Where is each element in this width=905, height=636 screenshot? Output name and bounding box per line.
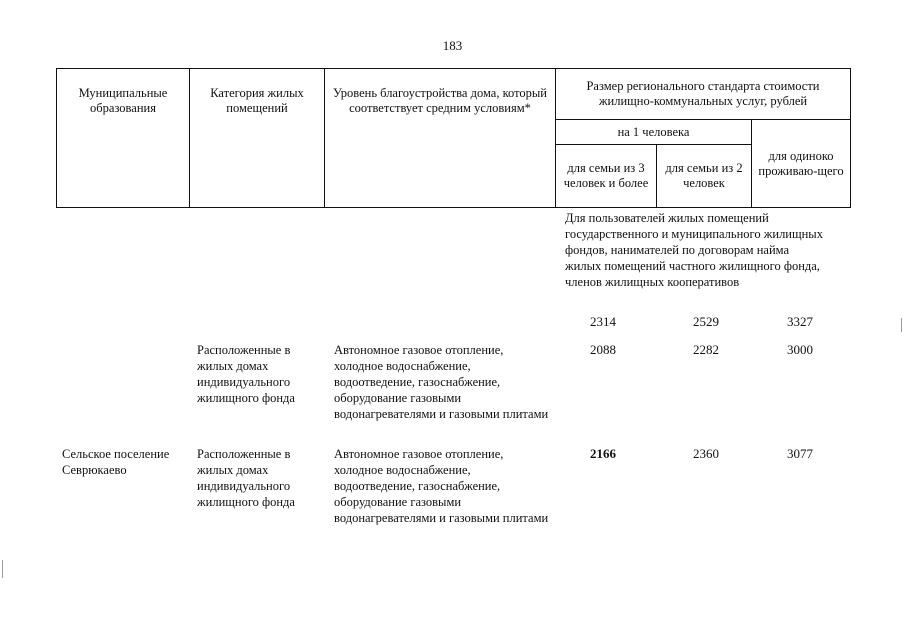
page-number: 183 (442, 38, 463, 53)
row-value-family-3: 2088 (590, 342, 616, 357)
header-single: для одиноко проживаю-щего (752, 120, 851, 208)
intro-value-family-2: 2529 (693, 314, 719, 329)
header-per-person: на 1 человека (556, 120, 752, 145)
row-value-single: 3077 (787, 446, 813, 461)
row-category: Расположенные в жилых домах индивидуального жилищного фонда (197, 447, 295, 509)
header-comfort-level: Уровень благоустройства дома, который соответствует средним условиям* (325, 69, 556, 208)
row-comfort: Автономное газовое отопление, холодное водоснабжение, водоотведение, газоснабжение, оборудование газовыми водонагревателями и газовыми плитами (334, 343, 549, 421)
header-category: Категория жилых помещений (190, 69, 325, 208)
scan-artifact (2, 560, 3, 578)
header-municipality: Муниципальные образования (57, 69, 190, 208)
intro-value-family-3: 2314 (590, 314, 616, 329)
table-header (56, 68, 851, 208)
row-value-family-3: 2166 (590, 446, 616, 461)
header-standard-size: Размер регионального стандарта стоимости жилищно-коммунальных услуг, рублей (556, 69, 851, 120)
header-family-2: для семьи из 2 человек (657, 145, 752, 208)
row-category: Расположенные в жилых домах индивидуального жилищного фонда (197, 343, 295, 405)
intro-note: Для пользователей жилых помещений государственного и муниципального жилищных фондов, нанимателей по договорам найма жилых помещений частного жилищного фонда, членов жилищных кооперативов (565, 211, 823, 289)
row-value-family-2: 2360 (693, 446, 719, 461)
row-value-family-2: 2282 (693, 342, 719, 357)
header-family-3-plus: для семьи из 3 человек и более (556, 145, 657, 208)
intro-value-single: 3327 (787, 314, 813, 329)
row-value-single: 3000 (787, 342, 813, 357)
row-municipality: Сельское поселение Севрюкаево (62, 447, 170, 477)
scan-artifact (901, 318, 902, 332)
row-comfort: Автономное газовое отопление, холодное водоснабжение, водоотведение, газоснабжение, оборудование газовыми водонагревателями и газовыми плитами (334, 447, 549, 525)
